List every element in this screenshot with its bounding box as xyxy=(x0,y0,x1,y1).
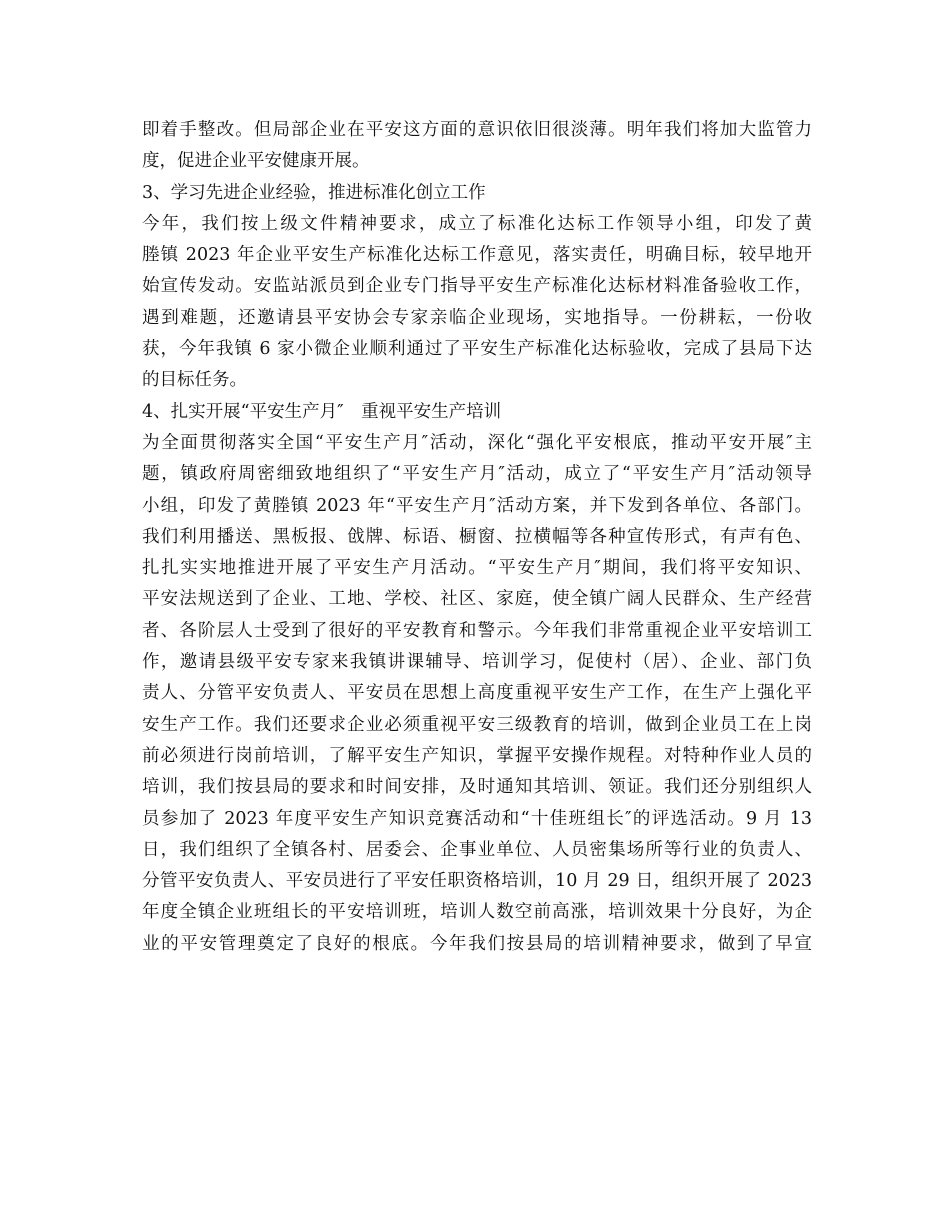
paragraph-line: 平安法规送到了企业、工地、学校、社区、家庭，使全镇广阔人民群众、生产经营 xyxy=(142,589,812,610)
paragraph-line: 度，促进企业平安健康开展。 xyxy=(142,151,370,172)
paragraph-line: 安生产工作。我们还要求企业必须重视平安三级教育的培训，做到企业员工在上岗 xyxy=(142,714,812,735)
paragraph-line: 今年，我们按上级文件精神要求，成立了标准化达标工作领导小组，印发了黄 xyxy=(142,213,812,234)
paragraph-line: 员参加了 2023 年度平安生产知识竞赛活动和“十佳班组长″的评选活动。9 月 13 xyxy=(142,808,812,829)
section-heading: 4、扎实开展“平安生产月″ 重视平安生产培训 xyxy=(142,401,502,422)
paragraph-line: 塍镇 2023 年企业平安生产标准化达标工作意见，落实责任，明确目标，较早地开 xyxy=(142,245,812,266)
paragraph-line: 培训，我们按县局的要求和时间安排，及时通知其培训、领证。我们还分别组织人 xyxy=(142,777,812,798)
paragraph-line: 我们利用播送、黑板报、戗牌、标语、橱窗、拉横幅等各种宣传形式，有声有色、 xyxy=(142,526,812,547)
paragraph-line: 业的平安管理奠定了良好的根底。今年我们按县局的培训精神要求，做到了早宣 xyxy=(142,933,812,954)
document-page xyxy=(142,115,812,960)
paragraph-line: 日，我们组织了全镇各村、居委会、企事业单位、人员密集场所等行业的负责人、 xyxy=(142,839,812,860)
paragraph-line: 扎扎实实地推进开展了平安生产月活动。“平安生产月″期间，我们将平安知识、 xyxy=(142,558,812,579)
paragraph-line: 者、各阶层人士受到了很好的平安教育和警示。今年我们非常重视企业平安培训工 xyxy=(142,620,812,641)
paragraph-line: 前必须进行岗前培训，了解平安生产知识，掌握平安操作规程。对特种作业人员的 xyxy=(142,745,812,766)
paragraph-line: 的目标任务。 xyxy=(142,370,247,391)
paragraph-line: 始宣传发动。安监站派员到企业专门指导平安生产标准化达标材料准备验收工作， xyxy=(142,276,812,297)
paragraph-line: 年度全镇企业班组长的平安培训班，培训人数空前高涨，培训效果十分良好，为企 xyxy=(142,902,812,923)
paragraph-line: 即着手整改。但局部企业在平安这方面的意识依旧很淡薄。明年我们将加大监管力 xyxy=(142,120,812,140)
paragraph-line: 获，今年我镇 6 家小微企业顺利通过了平安生产标准化达标验收，完成了县局下达 xyxy=(142,339,812,360)
paragraph-line: 小组，印发了黄塍镇 2023 年“平安生产月″活动方案，并下发到各单位、各部门。 xyxy=(142,495,812,516)
paragraph-line: 责人、分管平安负责人、平安员在思想上高度重视平安生产工作，在生产上强化平 xyxy=(142,683,812,704)
paragraph-line: 为全面贯彻落实全国“平安生产月″活动，深化“强化平安根底，推动平安开展″主 xyxy=(142,432,812,453)
paragraph-line: 题，镇政府周密细致地组织了“平安生产月″活动，成立了“平安生产月″活动领导 xyxy=(142,464,812,485)
paragraph-line: 作，邀请县级平安专家来我镇讲课辅导、培训学习，促使村（居）、企业、部门负 xyxy=(142,652,812,673)
paragraph-line: 遇到难题，还邀请县平安协会专家亲临企业现场，实地指导。一份耕耘，一份收 xyxy=(142,307,812,328)
section-heading: 3、学习先进企业经验，推进标准化创立工作 xyxy=(142,182,486,203)
paragraph-line: 分管平安负责人、平安员进行了平安任职资格培训，10 月 29 日，组织开展了 2023 xyxy=(142,871,812,892)
